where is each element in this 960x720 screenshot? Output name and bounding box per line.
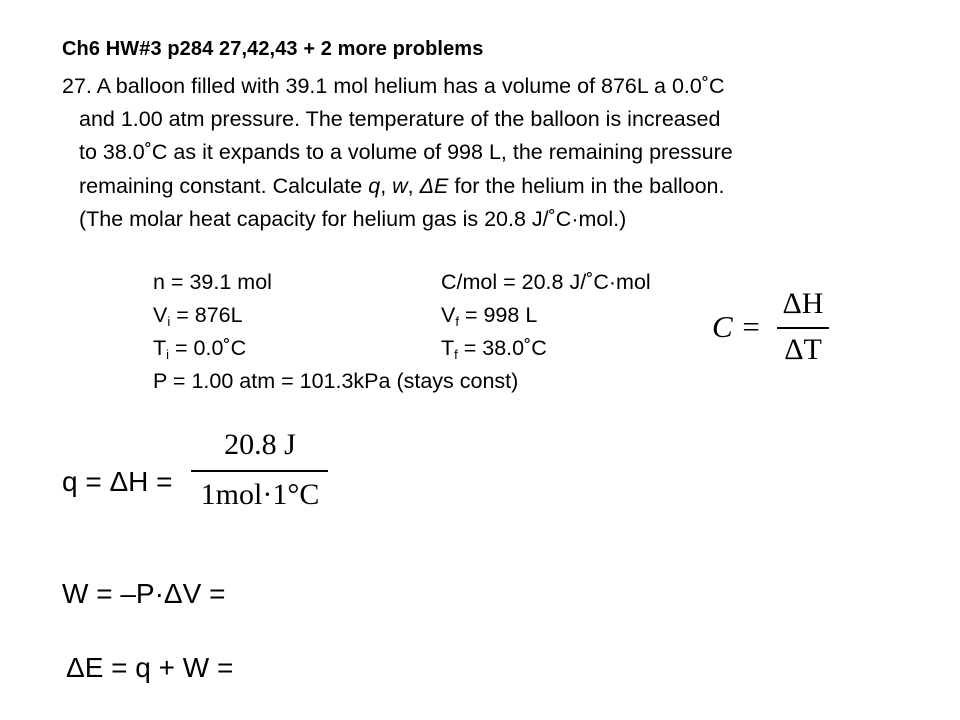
formula-c-fraction-bar [777,327,829,329]
formula-c-lhs: C = [712,309,762,344]
var-w: w [392,173,408,198]
given-pressure: P = 1.00 atm = 101.3kPa (stays const) [153,369,519,393]
given-n: n = 39.1 mol [153,270,272,294]
problem-line-4 [62,170,902,203]
formula-c-numerator: ΔH [782,287,824,320]
eq-q-denominator: 1mol·1°C [200,478,320,511]
problem-line-3: to 38.0˚C as it expands to a volume of 998 L, the remaining pressure [79,140,733,165]
comma-2: , [407,173,420,198]
var-delta-e: ΔE [419,173,449,198]
comma-1: , [380,173,393,198]
problem-text [62,70,902,236]
given-vf: $V_f = 998$ L [441,303,538,329]
problem-line-1: 27. A balloon filled with 39.1 mol helium has a volume of 876L a 0.0˚C [62,74,725,98]
given-c-per-mol: C/mol = 20.8 J/˚C·mol [441,270,651,294]
slide-title: Ch6 HW#3 p284 27,42,43 + 2 more problems [62,38,484,60]
formula-c-denominator: ΔT [784,333,822,366]
given-tf: $T_f$ = 38.0˚C [441,336,547,362]
given-ti: $T_i$ = 0.0˚C [153,336,247,362]
problem-line-5: (The molar heat capacity for helium gas is 20.8 J/˚C·mol.) [79,206,627,231]
eq-q-fraction-bar [191,470,328,472]
eq-q-numerator: 20.8 J [224,428,296,461]
problem-line-4-rest: for the helium in the balloon. [448,173,725,198]
var-q: q [368,173,381,198]
problem-line-2: and 1.00 atm pressure. The temperature of the balloon is increased [79,107,721,132]
given-vi: $V_i = 876L$ [153,303,243,329]
problem-line-4-text: remaining constant. Calculate [79,173,369,198]
eq-q-lhs: q = ΔH = [62,466,173,497]
eq-delta-e: ΔE = q + W = [66,652,234,683]
eq-w: W = –P·ΔV = [62,578,226,609]
